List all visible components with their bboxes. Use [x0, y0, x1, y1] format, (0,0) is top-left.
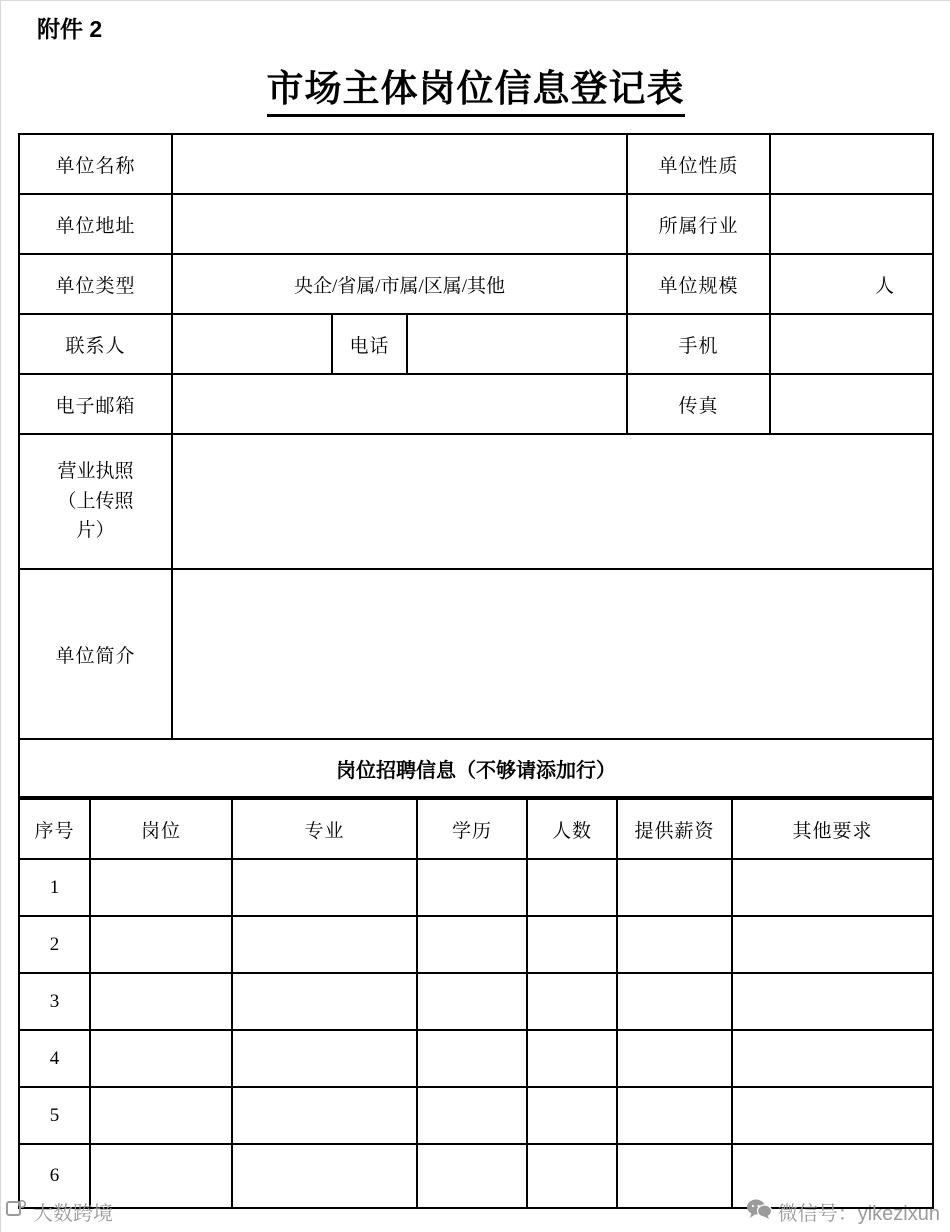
table-row — [19, 916, 933, 973]
unit-address-input-cell[interactable] — [172, 194, 627, 254]
row-number: 3 — [19, 973, 90, 1030]
other-input-cell[interactable] — [732, 1087, 933, 1144]
header-seq: 序号 — [19, 799, 90, 859]
unit-address-label: 单位地址 — [19, 194, 172, 254]
unit-info-table — [18, 133, 934, 798]
education-input-cell[interactable] — [417, 1144, 527, 1208]
header-education: 学历 — [417, 799, 527, 859]
license-label-line-3: 片） — [76, 520, 115, 542]
other-input-cell[interactable] — [732, 916, 933, 973]
major-input-cell[interactable] — [232, 916, 417, 973]
row-unit-type — [19, 254, 933, 314]
unit-scale-input-cell[interactable]: 人 — [770, 254, 933, 314]
salary-input-cell[interactable] — [617, 1030, 732, 1087]
mobile-input-cell[interactable] — [770, 314, 933, 374]
major-input-cell[interactable] — [232, 1144, 417, 1208]
fax-input-cell[interactable] — [770, 374, 933, 434]
mobile-label: 手机 — [627, 314, 770, 374]
contact-label: 联系人 — [19, 314, 172, 374]
salary-input-cell[interactable] — [617, 1144, 732, 1208]
recruitment-header-row — [19, 799, 933, 859]
table-row — [19, 1087, 933, 1144]
row-license — [19, 434, 933, 569]
unit-type-label: 单位类型 — [19, 254, 172, 314]
watermark-right-text: 微信号：yikezixun — [777, 1203, 940, 1225]
education-input-cell[interactable] — [417, 1030, 527, 1087]
watermark-left-text: 大数跨境 — [33, 1203, 113, 1225]
intro-label: 单位简介 — [19, 569, 172, 739]
education-input-cell[interactable] — [417, 973, 527, 1030]
row-number: 5 — [19, 1087, 90, 1144]
fax-label: 传真 — [627, 374, 770, 434]
education-input-cell[interactable] — [417, 916, 527, 973]
row-number: 4 — [19, 1030, 90, 1087]
row-contact — [19, 314, 933, 374]
major-input-cell[interactable] — [232, 1030, 417, 1087]
header-other: 其他要求 — [732, 799, 933, 859]
count-input-cell[interactable] — [527, 859, 617, 916]
salary-input-cell[interactable] — [617, 916, 732, 973]
recruitment-table — [18, 798, 934, 1209]
major-input-cell[interactable] — [232, 973, 417, 1030]
position-input-cell[interactable] — [90, 973, 232, 1030]
watermark-bottom-right — [746, 1197, 940, 1226]
email-input-cell[interactable] — [172, 374, 627, 434]
other-input-cell[interactable] — [732, 1030, 933, 1087]
education-input-cell[interactable] — [417, 859, 527, 916]
position-input-cell[interactable] — [90, 916, 232, 973]
license-label-line-1: 营业执照 — [57, 461, 134, 483]
other-input-cell[interactable] — [732, 859, 933, 916]
license-label — [19, 434, 172, 569]
unit-nature-input-cell[interactable] — [770, 134, 933, 194]
phone-input-cell[interactable] — [407, 314, 627, 374]
position-input-cell[interactable] — [90, 1030, 232, 1087]
phone-label: 电话 — [332, 314, 407, 374]
salary-input-cell[interactable] — [617, 973, 732, 1030]
attachment-label: 附件 2 — [37, 16, 103, 42]
unit-nature-label: 单位性质 — [627, 134, 770, 194]
count-input-cell[interactable] — [527, 1144, 617, 1208]
unit-name-input-cell[interactable] — [172, 134, 627, 194]
position-input-cell[interactable] — [90, 1087, 232, 1144]
education-input-cell[interactable] — [417, 1087, 527, 1144]
page-title: 市场主体岗位信息登记表 — [267, 58, 685, 117]
row-recruitment-section — [19, 739, 933, 797]
table-row — [19, 1030, 933, 1087]
unit-name-label: 单位名称 — [19, 134, 172, 194]
count-input-cell[interactable] — [527, 1087, 617, 1144]
header-position: 岗位 — [90, 799, 232, 859]
count-input-cell[interactable] — [527, 1030, 617, 1087]
header-count: 人数 — [527, 799, 617, 859]
wechat-icon — [746, 1198, 772, 1226]
dashu-logo-icon — [5, 1198, 27, 1226]
salary-input-cell[interactable] — [617, 859, 732, 916]
row-unit-address — [19, 194, 933, 254]
major-input-cell[interactable] — [232, 1087, 417, 1144]
other-input-cell[interactable] — [732, 973, 933, 1030]
industry-label: 所属行业 — [627, 194, 770, 254]
title-row — [1, 58, 950, 117]
email-label: 电子邮箱 — [19, 374, 172, 434]
unit-scale-label: 单位规模 — [627, 254, 770, 314]
contact-input-cell[interactable] — [172, 314, 332, 374]
count-input-cell[interactable] — [527, 973, 617, 1030]
row-number: 1 — [19, 859, 90, 916]
count-input-cell[interactable] — [527, 916, 617, 973]
row-number: 2 — [19, 916, 90, 973]
row-intro — [19, 569, 933, 739]
industry-input-cell[interactable] — [770, 194, 933, 254]
salary-input-cell[interactable] — [617, 1087, 732, 1144]
recruitment-section-title: 岗位招聘信息（不够请添加行） — [19, 739, 933, 797]
watermark-bottom-left — [5, 1197, 113, 1226]
header-major: 专业 — [232, 799, 417, 859]
unit-type-options[interactable]: 央企/省属/市属/区属/其他 — [172, 254, 627, 314]
row-number: 6 — [19, 1144, 90, 1208]
row-unit-name — [19, 134, 933, 194]
table-row — [19, 973, 933, 1030]
table-row — [19, 859, 933, 916]
row-email — [19, 374, 933, 434]
major-input-cell[interactable] — [232, 859, 417, 916]
license-upload-cell[interactable] — [172, 434, 933, 569]
license-label-line-2: （上传照 — [57, 490, 134, 512]
header-salary: 提供薪资 — [617, 799, 732, 859]
position-input-cell[interactable] — [90, 859, 232, 916]
intro-input-cell[interactable] — [172, 569, 933, 739]
